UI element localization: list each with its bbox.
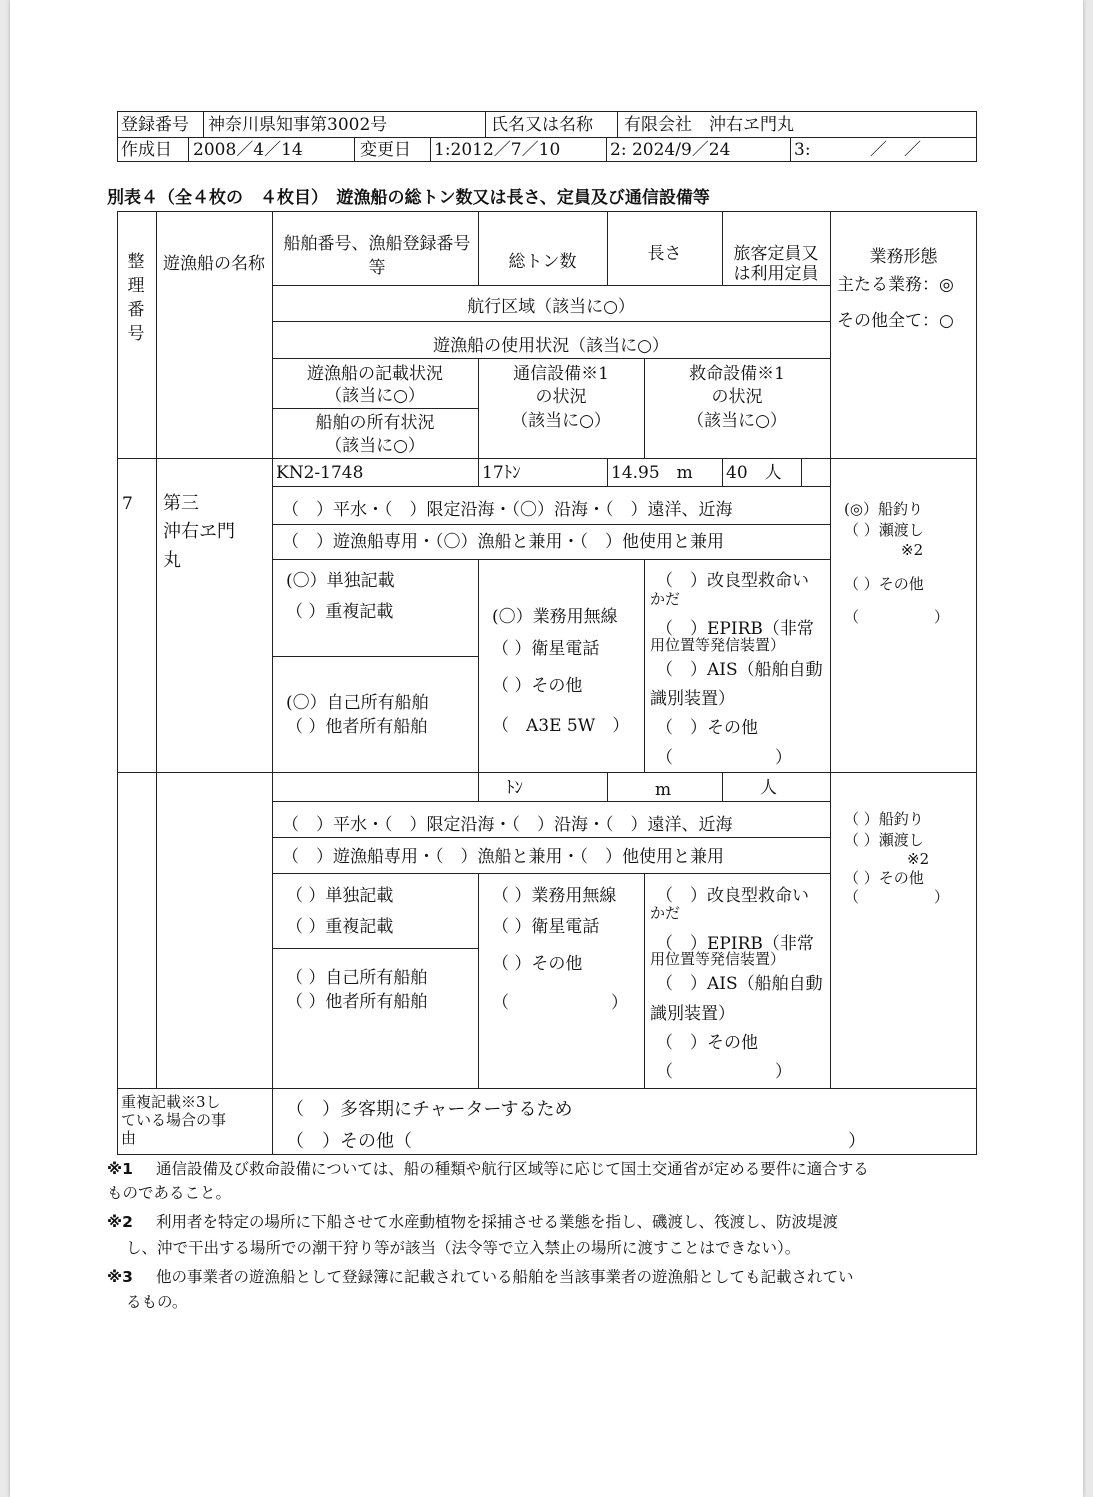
row1-vessel-no: KN2-1748 bbox=[276, 463, 364, 483]
created-label: 作成日 bbox=[121, 140, 172, 160]
col-owner-2: （該当に○） bbox=[325, 436, 425, 456]
reg-no-value: 神奈川県知事第3002号 bbox=[208, 115, 388, 135]
row1-biz-ferry: （ ）瀬渡し bbox=[844, 521, 924, 539]
col-tonnage: 総トン数 bbox=[508, 252, 577, 272]
change-1: 1:2012／7／10 bbox=[434, 140, 561, 160]
page-title: 別表４（全４枚の ４枚目） 遊漁船の総トン数又は長さ、定員及び通信設備等 bbox=[107, 188, 710, 208]
note-2-line-1: 利用者を特定の場所に下船させて水産動植物を採捕させる業態を指し、磯渡し、筏渡し、防波堤渡 bbox=[156, 1213, 839, 1231]
col-rescue-2: の状況 bbox=[711, 387, 763, 407]
dup-reason-option-1: （ ）多客期にチャーターするため bbox=[286, 1099, 573, 1120]
row1-record-single: (〇）単独記載 bbox=[286, 571, 395, 591]
row1-rescue-5: （ ） bbox=[656, 748, 792, 768]
dup-reason-label-3: 由 bbox=[121, 1129, 137, 1147]
row2-rescue-3a: （ ）AIS（船舶自動 bbox=[656, 974, 823, 994]
row1-biz-other: （ ）その他 bbox=[844, 575, 924, 593]
note-1-line-2: ものであること。 bbox=[107, 1184, 232, 1202]
row2-record-dup: （ ）重複記載 bbox=[286, 917, 394, 937]
row1-name-2: 沖右ヱ門 bbox=[163, 521, 235, 542]
row1-name-3: 丸 bbox=[163, 550, 181, 571]
note-1-mark: ※1 bbox=[107, 1160, 133, 1178]
note-3-line-1: 他の事業者の遊漁船として登録簿に記載されている船舶を当該事業者の遊漁船としても記載されてい bbox=[156, 1268, 854, 1286]
col-business-2: 主たる業務：◎ bbox=[837, 275, 954, 295]
row2-comm-other: （ ）その他 bbox=[492, 954, 583, 974]
col-rescue-1: 救命設備※1 bbox=[689, 364, 785, 384]
name-value: 有限会社 沖右ヱ門丸 bbox=[624, 115, 794, 135]
row2-rescue-3b: 識別装置） bbox=[650, 1004, 735, 1024]
row1-comm-radio: (〇）業務用無線 bbox=[492, 607, 618, 627]
note-2-line-2: し、沖で干出する場所での潮干狩り等が該当（法令等で立入禁止の場所に渡すことはできない）。 bbox=[126, 1239, 801, 1257]
change-2: 2: 2024/9／24 bbox=[610, 140, 731, 160]
row1-capacity: 40 人 bbox=[726, 463, 782, 483]
col-boat-name: 遊漁船の名称 bbox=[163, 254, 265, 274]
row1-comm-detail: （ A3E 5W ） bbox=[492, 716, 630, 736]
col-area: 航行区域（該当に○） bbox=[467, 297, 635, 317]
note-2-mark: ※2 bbox=[107, 1213, 133, 1231]
row2-tonnage: ﾄﾝ bbox=[506, 778, 523, 798]
row1-tonnage: 17ﾄﾝ bbox=[482, 463, 521, 483]
row2-biz-fishing: （ ）船釣り bbox=[844, 810, 924, 828]
col-rescue-3: （該当に○） bbox=[687, 411, 787, 431]
col-capacity-2: は利用定員 bbox=[733, 264, 819, 284]
row1-comm-sat: （ ）衛星電話 bbox=[492, 639, 600, 659]
row1-biz-blank: （ ） bbox=[844, 608, 950, 626]
row2-rescue-4: （ ）その他 bbox=[656, 1033, 758, 1053]
row2-rescue-1b: かだ bbox=[650, 904, 681, 922]
row1-rescue-4: （ ）その他 bbox=[656, 718, 758, 738]
change-3-blank: ／ ／ bbox=[870, 140, 921, 160]
row1-rescue-1a: （ ）改良型救命い bbox=[656, 571, 809, 591]
row1-rescue-3b: 識別装置） bbox=[650, 689, 735, 709]
change-3: 3: bbox=[794, 140, 811, 160]
row1-rescue-3a: （ ）AIS（船舶自動 bbox=[656, 660, 823, 680]
row2-record-single: （ ）単独記載 bbox=[286, 886, 394, 906]
col-vessel-no: 船舶番号、漁船登録番号等 bbox=[283, 234, 471, 278]
row1-usage: （ ）遊漁船専用・（〇）漁船と兼用・（ ）他使用と兼用 bbox=[282, 532, 724, 552]
row2-biz-other: （ ）その他 bbox=[844, 869, 924, 887]
row2-biz-ferry: （ ）瀬渡し bbox=[844, 831, 924, 849]
document-page bbox=[10, 0, 1083, 1497]
row2-comm-radio: （ ）業務用無線 bbox=[492, 886, 617, 906]
dup-reason-label-1: 重複記載※3し bbox=[121, 1093, 221, 1111]
row1-rescue-2a: （ ）EPIRB（非常 bbox=[656, 619, 814, 639]
row2-length: m bbox=[655, 780, 672, 800]
row1-name-1: 第三 bbox=[163, 493, 199, 514]
col-record-1: 遊漁船の記載状況 bbox=[307, 364, 443, 384]
note-1-line-1: 通信設備及び救命設備については、船の種類や航行区域等に応じて国土交通省が定める要件に適合する bbox=[156, 1160, 869, 1178]
row1-owner-self: (〇）自己所有船舶 bbox=[286, 693, 429, 713]
row2-capacity: 人 bbox=[760, 778, 777, 798]
row1-rescue-2b: 用位置等発信装置） bbox=[650, 636, 786, 654]
dup-reason-label-2: ている場合の事 bbox=[121, 1111, 227, 1129]
row1-comm-other: （ ）その他 bbox=[492, 676, 583, 696]
row1-biz-fishing: (◎）船釣り bbox=[844, 500, 923, 518]
col-record-2: （該当に○） bbox=[325, 386, 425, 406]
row1-seq: 7 bbox=[122, 494, 133, 514]
changed-label: 変更日 bbox=[360, 140, 411, 160]
note-3-mark: ※3 bbox=[107, 1268, 133, 1286]
row2-rescue-2b: 用位置等発信装置） bbox=[650, 950, 786, 968]
row1-length: 14.95 m bbox=[611, 463, 693, 483]
note-3-line-2: るもの。 bbox=[126, 1293, 188, 1311]
created-value: 2008／4／14 bbox=[193, 140, 303, 160]
row2-owner-other: （ ）他者所有船舶 bbox=[286, 992, 428, 1012]
row1-record-dup: （ ）重複記載 bbox=[286, 602, 394, 622]
row2-biz-ferry-note: ※2 bbox=[907, 850, 930, 868]
reg-no-label: 登録番号 bbox=[121, 115, 189, 135]
col-capacity-1: 旅客定員又 bbox=[733, 244, 819, 264]
col-comm-2: の状況 bbox=[535, 387, 587, 407]
dup-reason-option-2: （ ）その他（ bbox=[286, 1131, 412, 1152]
col-business-3: その他全て：○ bbox=[837, 311, 954, 331]
row1-area: （ ）平水・（ ）限定沿海・（〇）沿海・（ ）遠洋、近海 bbox=[282, 500, 733, 520]
col-usage: 遊漁船の使用状況（該当に○） bbox=[433, 336, 669, 356]
col-business-1: 業務形態 bbox=[869, 247, 938, 267]
row2-rescue-5: （ ） bbox=[656, 1062, 792, 1082]
col-length: 長さ bbox=[647, 244, 682, 264]
row2-rescue-1a: （ ）改良型救命い bbox=[656, 886, 809, 906]
row2-comm-detail: （ ） bbox=[492, 993, 628, 1013]
row1-owner-other: （ ）他者所有船舶 bbox=[286, 717, 428, 737]
row2-comm-sat: （ ）衛星電話 bbox=[492, 917, 600, 937]
col-comm-1: 通信設備※1 bbox=[513, 364, 609, 384]
col-comm-3: （該当に○） bbox=[511, 411, 611, 431]
row2-area: （ ）平水・（ ）限定沿海・（ ）沿海・（ ）遠洋、近海 bbox=[282, 815, 733, 835]
name-label: 氏名又は名称 bbox=[491, 115, 593, 135]
row1-rescue-1b: かだ bbox=[650, 590, 681, 608]
row2-rescue-2a: （ ）EPIRB（非常 bbox=[656, 934, 814, 954]
col-seq: 整理番号 bbox=[127, 252, 145, 344]
dup-reason-option-2-end: ） bbox=[848, 1131, 866, 1152]
row1-biz-ferry-note: ※2 bbox=[901, 541, 924, 559]
row2-owner-self: （ ）自己所有船舶 bbox=[286, 968, 428, 988]
row2-biz-blank: （ ） bbox=[844, 888, 950, 906]
col-owner-1: 船舶の所有状況 bbox=[315, 413, 435, 433]
row2-usage: （ ）遊漁船専用・（ ）漁船と兼用・（ ）他使用と兼用 bbox=[282, 847, 724, 867]
